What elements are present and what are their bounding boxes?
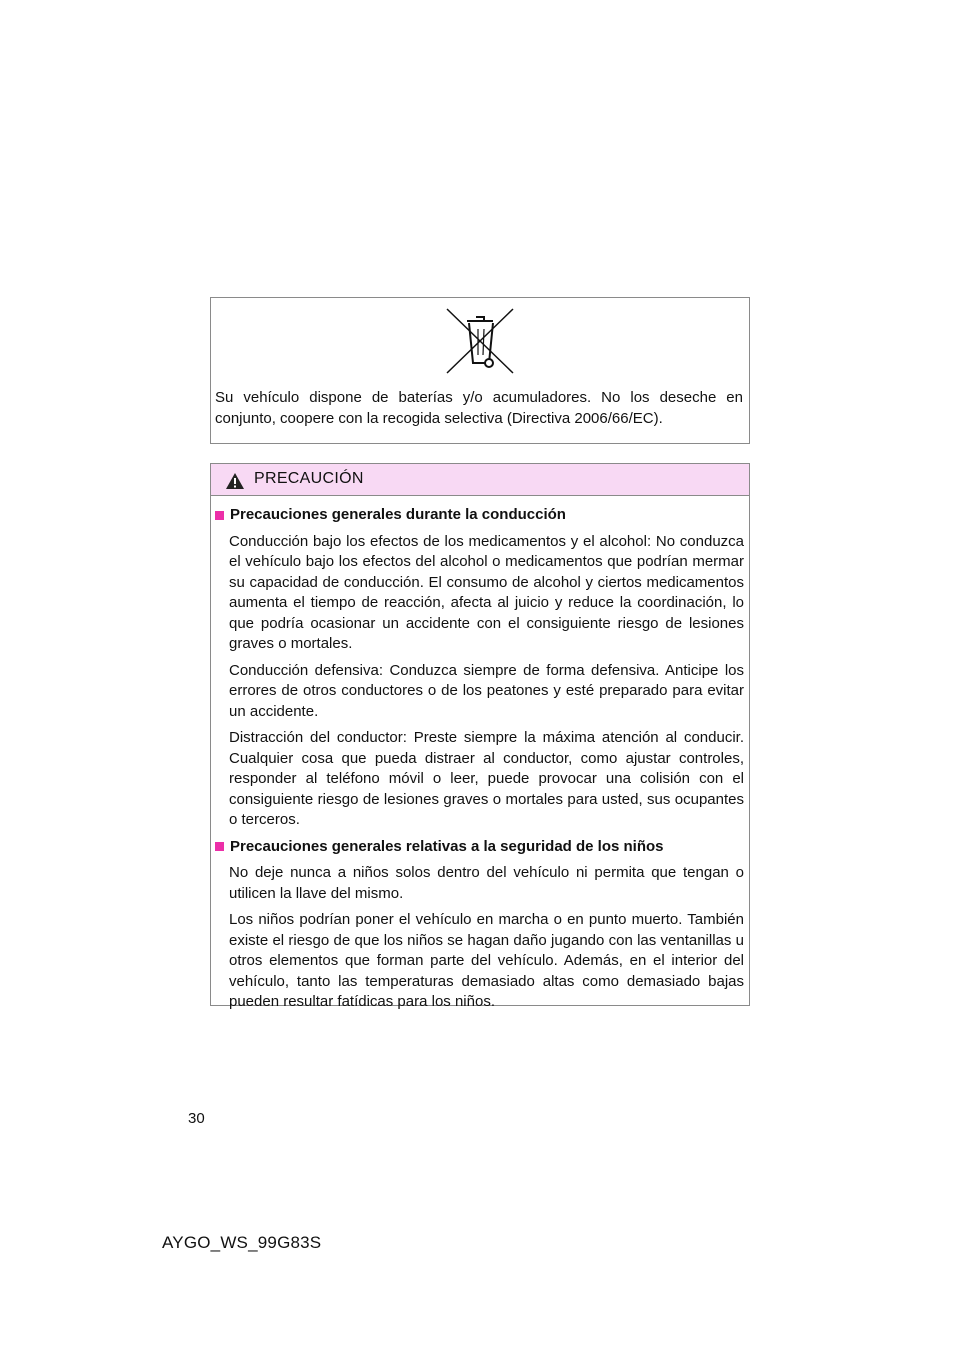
paragraph: Conducción bajo los efectos de los medicamentos y el alcohol: No conduzca el vehículo bajo los efectos del alcohol o medicamentos que podrían mermar su capacidad de conducción. El consumo de alcohol y ciertos medicamentos aumenta el tiempo de reacción, afecta al juicio y reduce la coordinación, lo que podría ocasionar un accidente con el consiguiente riesgo de lesiones graves o mortales. — [229, 532, 744, 652]
recycle-notice-text: Su vehículo dispone de baterías y/o acumuladores. No los deseche en conjunto, coopere con la recogida selectiva (Directiva 2006/66/EC). — [215, 389, 743, 427]
section-heading-text: Precauciones generales durante la conducción — [230, 506, 566, 523]
caution-content — [214, 505, 744, 1019]
section-heading — [214, 837, 744, 858]
page-number: 30 — [188, 1110, 205, 1127]
document-code: AYGO_WS_99G83S — [162, 1233, 322, 1252]
pink-square-bullet-icon — [215, 511, 224, 520]
pink-square-bullet-icon — [215, 842, 224, 851]
paragraph: No deje nunca a niños solos dentro del vehículo ni permita que tengan o utilicen la llave del mismo. — [229, 864, 744, 902]
paragraph: Los niños podrían poner el vehículo en marcha o en punto muerto. También existe el riesgo de que los niños se hagan daño jugando con las ventanillas u otros elementos que forman parte del vehículo. Además, en el interior del vehículo, tanto las temperaturas demasiado altas como demasiado bajas pueden resultar fatídicas para los niños. — [229, 911, 744, 1010]
warning-triangle-icon — [225, 472, 245, 490]
section-heading — [214, 505, 744, 526]
crossed-out-wheelie-bin-icon — [445, 307, 515, 375]
section-heading-text: Precauciones generales relativas a la seguridad de los niños — [230, 837, 664, 855]
paragraph: Conducción defensiva: Conduzca siempre de forma defensiva. Anticipe los errores de otros conductores o de los peatones y esté preparado para evitar un accidente. — [229, 661, 744, 720]
paragraph: Distracción del conductor: Preste siempre la máxima atención al conducir. Cualquier cosa que pueda distraer al conductor, como ajustar controles, responder al teléfono móvil o leer, puede provocar una colisión con el consiguiente riesgo de lesiones graves o mortales para usted, sus ocupantes o terceros. — [229, 729, 744, 828]
caution-title: PRECAUCIÓN — [254, 470, 364, 487]
